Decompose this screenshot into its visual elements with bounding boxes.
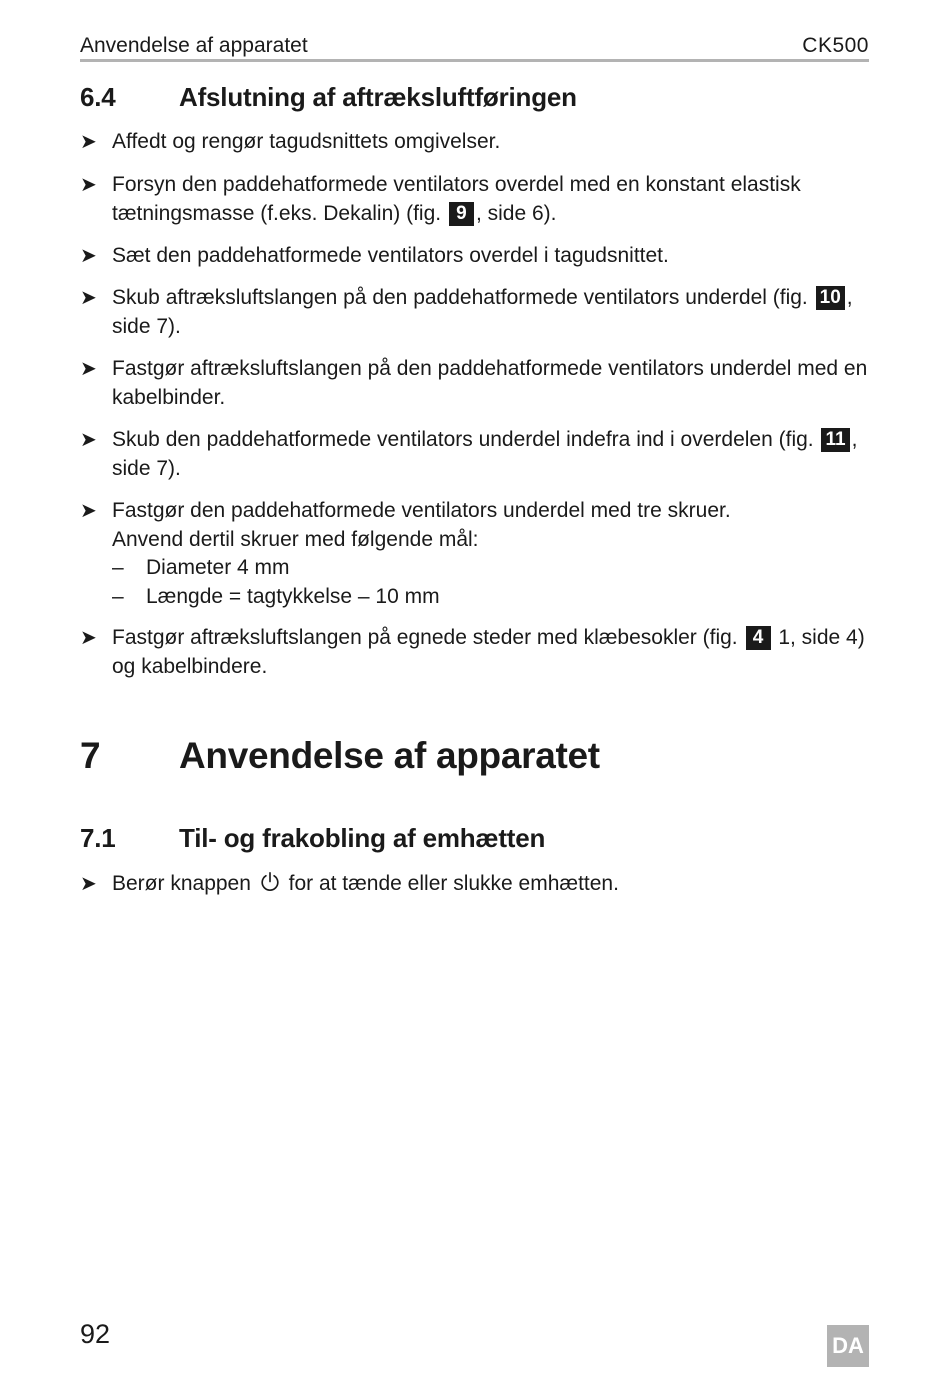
chapter-title: Anvendelse af apparatet bbox=[179, 735, 600, 776]
step-item bbox=[80, 284, 872, 341]
page-header bbox=[80, 30, 869, 62]
step-line: Anvend dertil skruer med følgende mål: bbox=[112, 527, 479, 551]
step-text: Berør knappen for at tænde eller slukke emhætten. bbox=[112, 872, 619, 895]
step-item bbox=[80, 128, 872, 157]
step-item bbox=[80, 426, 872, 483]
step-text bbox=[112, 497, 872, 611]
arrow-bullet-icon: ➤ bbox=[80, 627, 97, 649]
arrow-bullet-icon: ➤ bbox=[80, 429, 97, 451]
step-text: Fastgør aftræksluftslangen på den paddehatformede ventilators underdel med en kabelbinder. bbox=[112, 357, 868, 409]
chapter-number: 7 bbox=[80, 735, 101, 776]
step-item bbox=[80, 870, 872, 899]
language-badge: DA bbox=[827, 1325, 869, 1367]
dash-bullet: – bbox=[112, 556, 124, 579]
step-item bbox=[80, 497, 872, 611]
section-number: 7.1 bbox=[80, 823, 116, 853]
step-text: Sæt den paddehatformede ventilators overdel i tagudsnittet. bbox=[112, 244, 669, 267]
dash-list-item: – Længde = tagtykkelse – 10 mm bbox=[112, 583, 872, 612]
dash-bullet: – bbox=[112, 584, 124, 608]
arrow-bullet-icon: ➤ bbox=[80, 500, 97, 522]
section-title: Afslutning af aftræksluftføringen bbox=[179, 82, 577, 112]
figure-badge: 9 bbox=[449, 202, 474, 226]
section-title: Til- og frakobling af emhætten bbox=[179, 823, 546, 853]
step-item bbox=[80, 171, 872, 228]
figure-badge: 10 bbox=[816, 286, 845, 310]
step-text: Fastgør aftræksluftslangen på egnede steder med klæbesokler (fig. 4 1, side 4) og kabelbindere. bbox=[112, 626, 865, 678]
arrow-bullet-icon: ➤ bbox=[80, 131, 97, 153]
figure-badge: 11 bbox=[821, 428, 849, 452]
step-item bbox=[80, 242, 872, 271]
arrow-bullet-icon: ➤ bbox=[80, 245, 97, 267]
arrow-bullet-icon: ➤ bbox=[80, 174, 97, 196]
arrow-bullet-icon: ➤ bbox=[80, 873, 97, 895]
step-text: Affedt og rengør tagudsnittets omgivelser. bbox=[112, 130, 501, 153]
step-text: Skub aftræksluftslangen på den paddehatformede ventilators underdel (fig. 10 , side 7). bbox=[112, 286, 853, 338]
arrow-bullet-icon: ➤ bbox=[80, 358, 97, 380]
step-item bbox=[80, 624, 872, 681]
arrow-bullet-icon: ➤ bbox=[80, 287, 97, 309]
dash-list-item: – Diameter 4 mm bbox=[112, 554, 872, 583]
header-model: CK500 bbox=[802, 34, 869, 57]
page-number: 92 bbox=[80, 1319, 111, 1349]
step-text: Forsyn den paddehatformede ventilators overdel med en konstant elastisk tætningsmasse (f.eks. Dekalin) (fig. 9 , side 6). bbox=[112, 173, 801, 225]
step-item bbox=[80, 355, 872, 412]
header-section-title: Anvendelse af apparatet bbox=[80, 34, 308, 57]
figure-badge: 4 bbox=[746, 626, 771, 650]
step-line: Fastgør den paddehatformede ventilators underdel med tre skruer. bbox=[112, 499, 731, 522]
section-number: 6.4 bbox=[80, 82, 116, 112]
step-text: Skub den paddehatformede ventilators underdel indefra ind i overdelen (fig. 11 , side 7). bbox=[112, 428, 858, 480]
power-icon bbox=[259, 871, 281, 893]
